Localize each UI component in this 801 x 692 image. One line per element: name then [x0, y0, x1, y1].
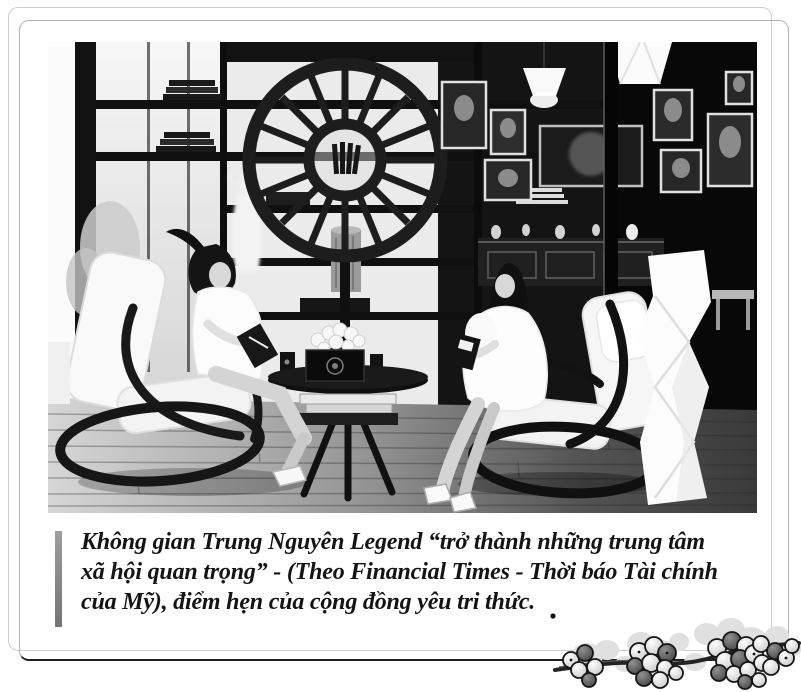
- photo-wall-panel: [48, 342, 70, 404]
- photo-caption: [81, 527, 776, 617]
- article-photo: [48, 42, 757, 513]
- caption-line: Không gian Trung Nguyên Legend “trở thành những trung tâm: [81, 529, 705, 555]
- caption-accent-bar: [55, 531, 62, 627]
- caption-line: xã hội quan trọng” - (Theo Financial Times - Thời báo Tài chính: [81, 559, 718, 585]
- caption-line: của Mỹ), điểm hẹn của cộng đồng yêu tri thức.: [81, 589, 536, 615]
- coffee-berries-illustration: [549, 606, 801, 692]
